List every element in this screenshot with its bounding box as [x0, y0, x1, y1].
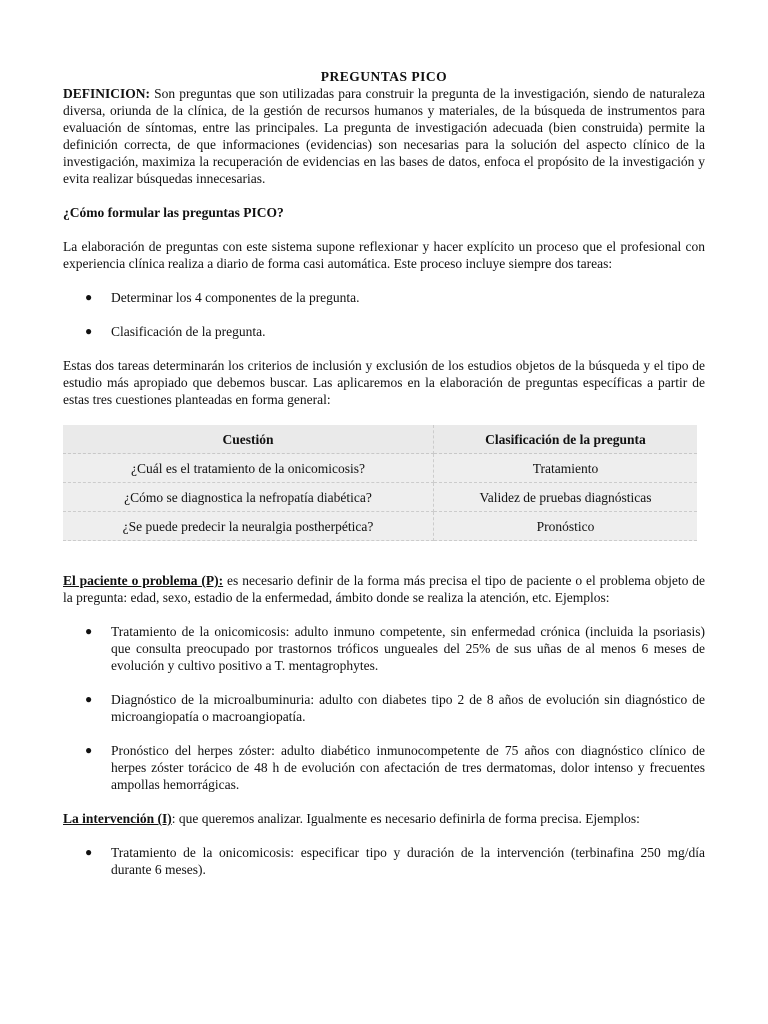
- table-row: [63, 512, 697, 541]
- paciente-paragraph: [63, 572, 705, 606]
- bullet-icon: ●: [85, 624, 93, 638]
- table-header-clasificacion: Clasificación de la pregunta: [434, 425, 698, 454]
- como-formular-intro: La elaboración de preguntas con este sistema supone reflexionar y hacer explícito un proceso que el profesional con experiencia clínica realiza a diario de forma casi automática. Este proceso incluye siempre dos tareas:: [63, 239, 705, 271]
- list-item: [63, 691, 705, 725]
- example-text: Tratamiento de la onicomicosis: adulto inmuno competente, sin enfermedad crónica (incluida la psoriasis) que consulta preocupado por trastornos tróficos ungueales del 25% de sus uñas de al menos 6 meses de evolución y cultivo positivo a T. mentagrophytes.: [111, 624, 705, 673]
- table-row: [63, 483, 697, 512]
- intervencion-text: : que queremos analizar. Igualmente es necesario definirla de forma precisa. Ejemplos:: [171, 811, 640, 826]
- definition-paragraph: [63, 85, 705, 187]
- section-heading-como-formular: ¿Cómo formular las preguntas PICO?: [63, 205, 284, 220]
- table-header-row: [63, 425, 697, 454]
- definition-label: DEFINICION:: [63, 86, 151, 101]
- como-formular-outro: Estas dos tareas determinarán los criterios de inclusión y exclusión de los estudios objetos de la búsqueda y el tipo de estudio más apropiado que debemos buscar. Las aplicaremos en la elaboración de preguntas específicas a partir de estas tres cuestiones planteadas en forma general:: [63, 358, 705, 407]
- table-cell: ¿Se puede predecir la neuralgia postherpética?: [63, 512, 434, 541]
- table-cell: Tratamiento: [434, 454, 698, 483]
- list-item: [63, 623, 705, 674]
- tasks-list: [63, 289, 705, 340]
- table-cell: ¿Cómo se diagnostica la nefropatía diabética?: [63, 483, 434, 512]
- bullet-icon: ●: [85, 743, 93, 757]
- table-header-cuestion: Cuestión: [63, 425, 434, 454]
- bullet-icon: ●: [85, 692, 93, 706]
- list-item: [63, 742, 705, 793]
- bullet-icon: ●: [85, 290, 93, 304]
- table-cell: ¿Cuál es el tratamiento de la onicomicosis?: [63, 454, 434, 483]
- list-item: [63, 323, 705, 340]
- list-item: [63, 289, 705, 306]
- classification-table: [63, 425, 697, 541]
- example-text: Pronóstico del herpes zóster: adulto diabético inmunocompetente de 75 años con diagnóstico clínico de herpes zóster torácico de 48 h de evolución con afectación de tres dermatomas, dolor intenso y frecuentes ampollas hemorrágicas.: [111, 743, 705, 792]
- example-text: Diagnóstico de la microalbuminuria: adulto con diabetes tipo 2 de 8 años de evolución sin diagnóstico de microangiopatía o macroangiopatía.: [111, 692, 705, 724]
- bullet-icon: ●: [85, 324, 93, 338]
- table-row: [63, 454, 697, 483]
- document-title: PREGUNTAS PICO: [320, 69, 448, 84]
- paciente-text: es necesario definir de la forma más precisa el tipo de paciente o el problema objeto de la pregunta: edad, sexo, estadio de la enfermedad, ámbito donde se realiza la atención, etc. Ejemplos:: [63, 573, 705, 605]
- task-text: Determinar los 4 componentes de la pregunta.: [111, 290, 360, 305]
- definition-text: Son preguntas que son utilizadas para construir la pregunta de la investigación, siendo de naturaleza diversa, oriunda de la clínica, de la gestión de recursos humanos y materiales, de la búsqueda de instrumentos para evaluación de síntomas, entre las principales. La pregunta de investigación adecuada (bien construida) permite la definición correcta, de que informaciones (evidencias) son necesarias para la solución del aspecto clínico de la investigación, maximiza la recuperación de evidencias en las bases de datos, enfoca el propósito de la investigación y evita realizar búsquedas innecesarias.: [63, 86, 705, 186]
- example-text: Tratamiento de la onicomicosis: especificar tipo y duración de la intervención (terbinafina 250 mg/día durante 6 meses).: [111, 845, 705, 877]
- bullet-icon: ●: [85, 845, 93, 859]
- document-page: [63, 68, 705, 878]
- table-cell: Pronóstico: [434, 512, 698, 541]
- table-cell: Validez de pruebas diagnósticas: [434, 483, 698, 512]
- intervencion-examples-list: [63, 844, 705, 878]
- intervencion-paragraph: [63, 810, 705, 827]
- paciente-examples-list: [63, 623, 705, 793]
- intervencion-label: La intervención (I): [63, 811, 172, 826]
- list-item: [63, 844, 705, 878]
- paciente-label: El paciente o problema (P):: [63, 573, 224, 588]
- task-text: Clasificación de la pregunta.: [111, 324, 266, 339]
